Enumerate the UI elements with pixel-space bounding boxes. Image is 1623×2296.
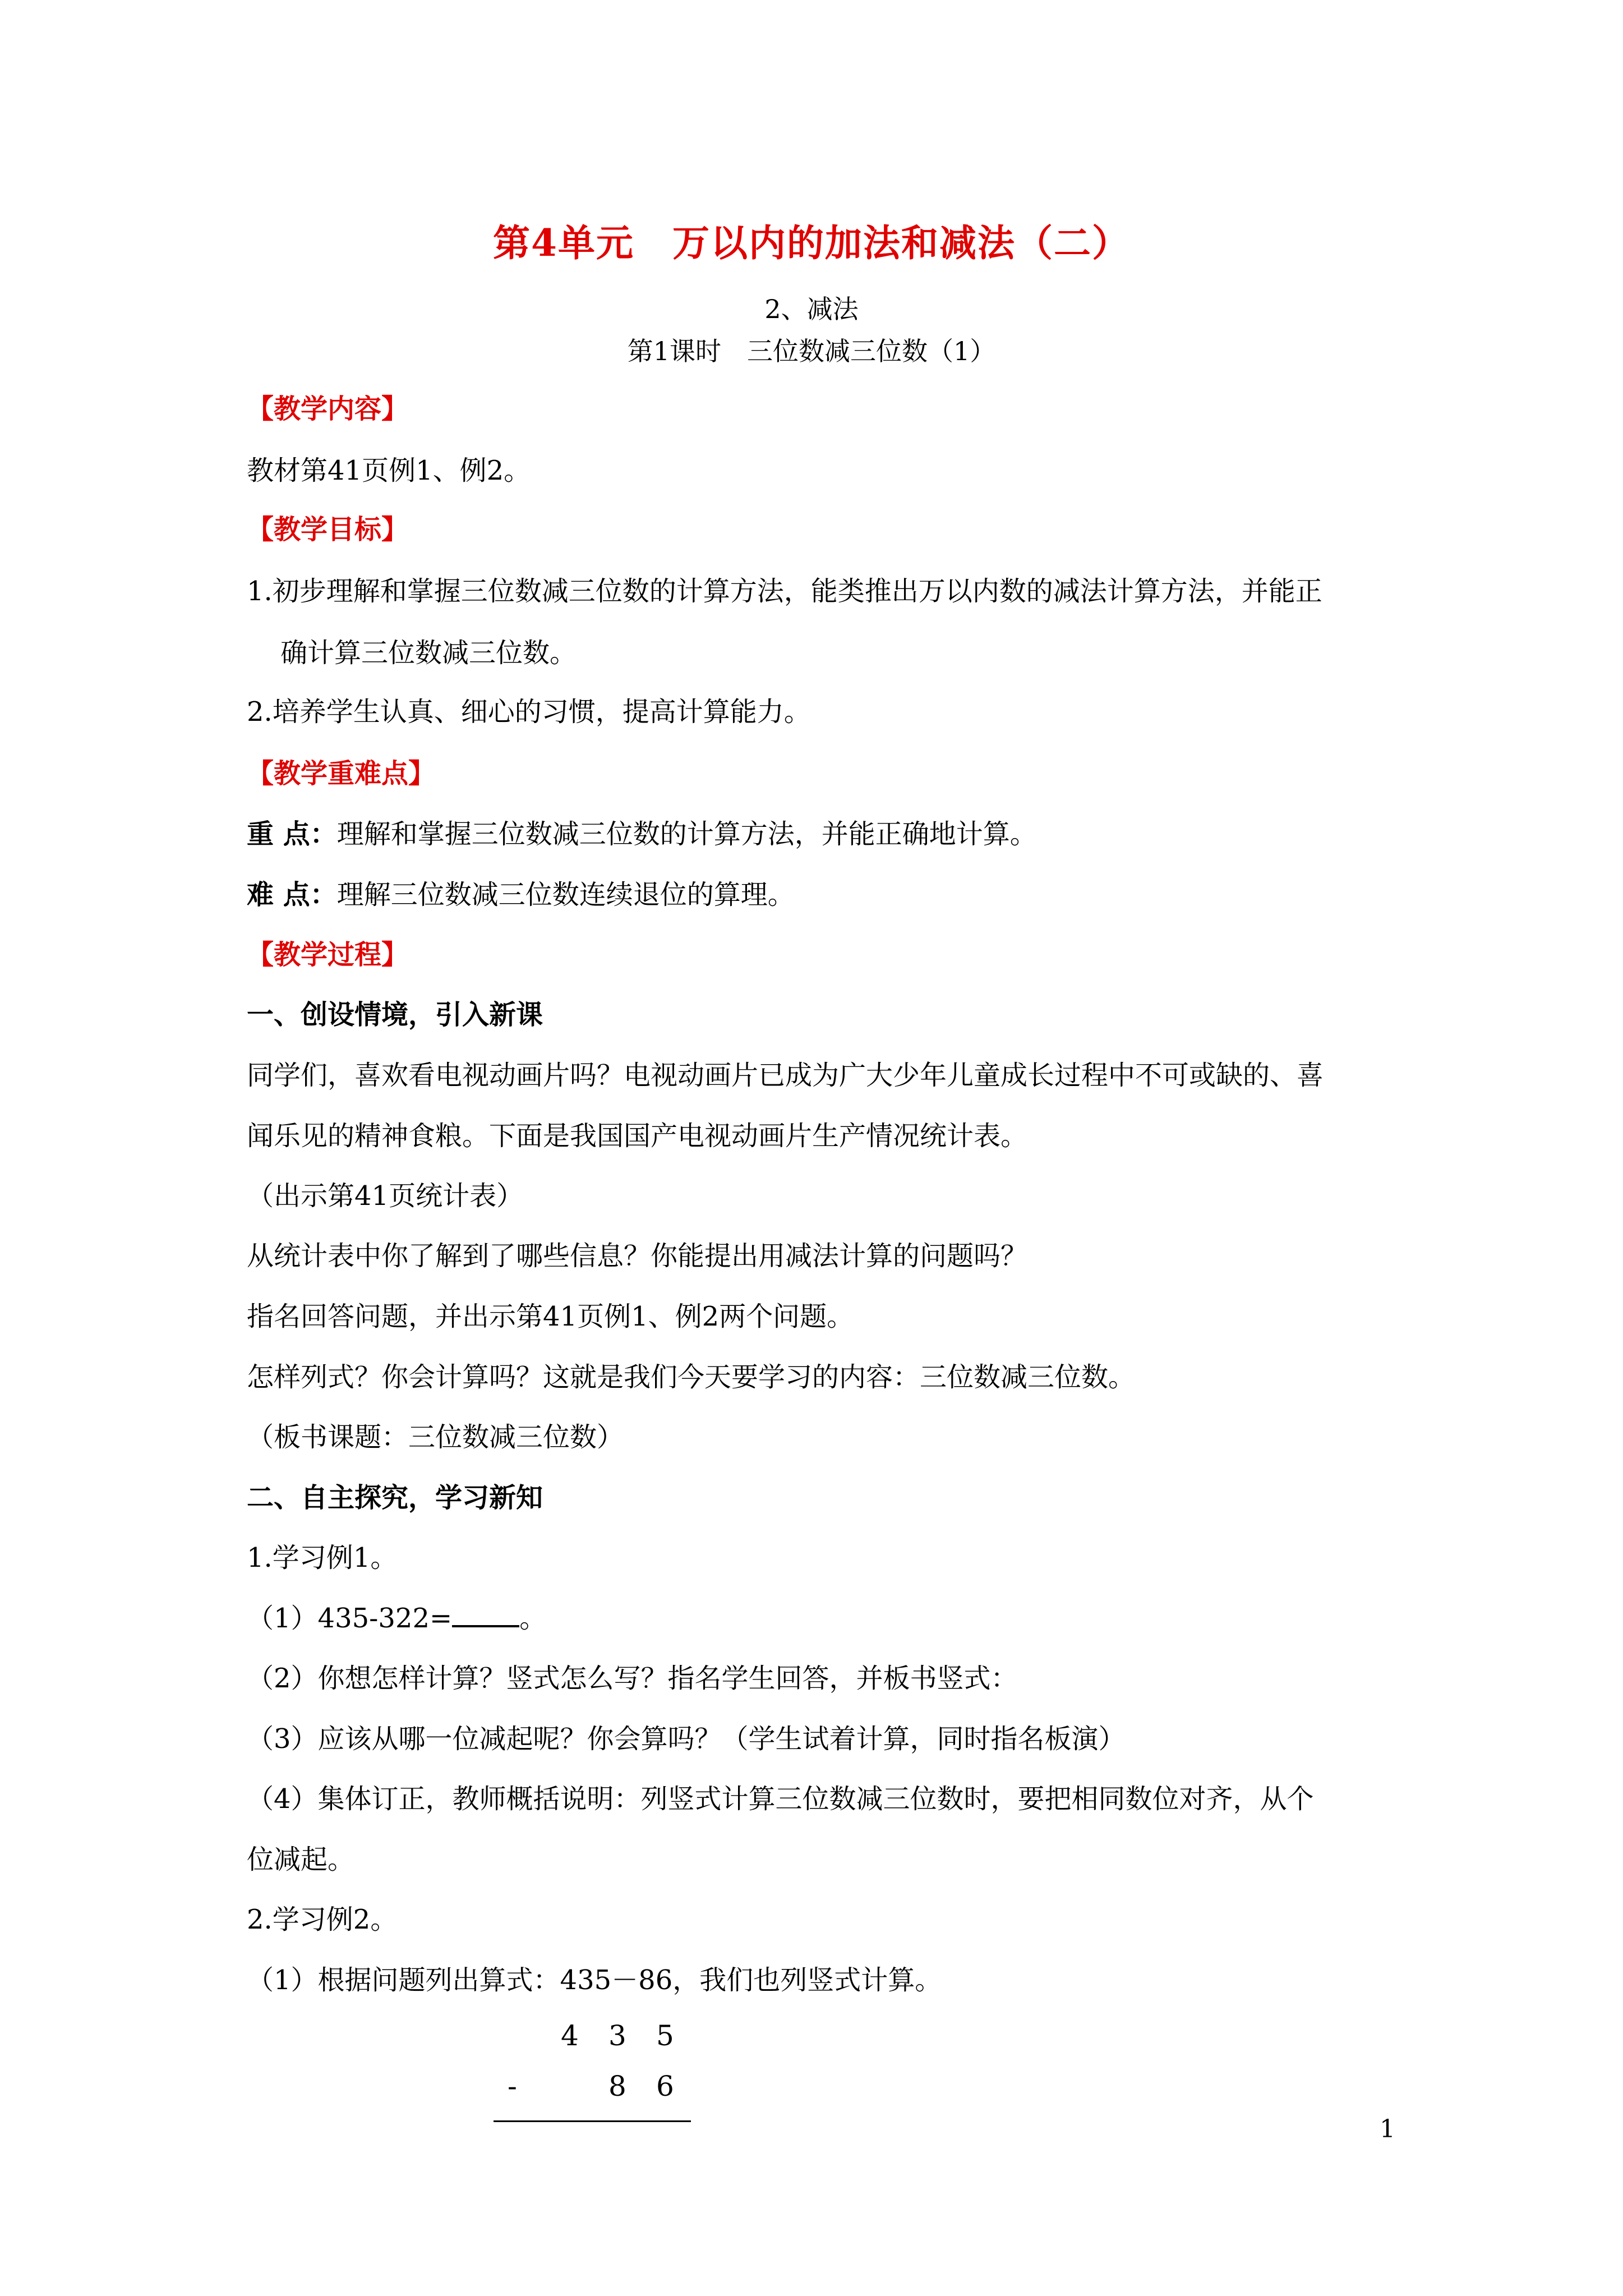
goal-2: 2.培养学生认真、细心的习惯，提高计算能力。 [247,696,811,728]
vertical-top-digit-tens: 3 [608,2019,626,2052]
part-1-para-line-1: 同学们，喜欢看电视动画片吗？电视动画片已成为广大少年儿童成长过程中不可或缺的、喜 [247,1060,1324,1091]
example-1-step-1 [247,1596,546,1635]
part-1-question: 从统计表中你了解到了哪些信息？你能提出用减法计算的问题吗？ [247,1240,1028,1272]
page-number: 1 [1380,2115,1395,2143]
unit-title: 第4单元 万以内的加法和减法（二） [493,221,1130,265]
example-1-equation: （1）435-322= [247,1603,453,1634]
section-subtitle: 2、减法 [764,294,859,324]
answer-blank [452,1600,519,1627]
example-1-step-2: （2）你想怎样计算？竖式怎么写？指名学生回答，并板书竖式： [247,1663,1018,1694]
vertical-top-digit-hundreds: 4 [561,2019,579,2052]
part-1-answer: 指名回答问题，并出示第41页例1、例2两个问题。 [247,1301,854,1332]
difficult-point-label: 难 点： [247,879,337,910]
part-2-heading: 二、自主探究，学习新知 [247,1482,543,1513]
key-point-text: 理解和掌握三位数减三位数的计算方法，并能正确地计算。 [336,818,1037,850]
content-text: 教材第41页例1、例2。 [247,455,531,486]
vertical-calc-rule [494,2120,691,2122]
part-1-board: （板书课题：三位数减三位数） [247,1421,624,1453]
example-1-step-3: （3）应该从哪一位减起呢？你会算吗？（学生试着计算，同时指名板演） [247,1723,1126,1755]
process-heading: 【教学过程】 [247,939,409,970]
goals-heading: 【教学目标】 [247,514,409,545]
key-point [247,812,1037,851]
vertical-bottom-digit-ones: 6 [656,2070,674,2102]
vertical-top-digit-ones: 5 [656,2019,674,2052]
example-1-step-4-line-2: 位减起。 [247,1844,355,1875]
key-point-label: 重 点： [247,818,337,850]
difficult-point [247,873,795,912]
example-1-title: 1.学习例1。 [247,1542,398,1573]
part-1-heading: 一、创设情境，引入新课 [247,999,543,1030]
example-1-step-4-line-1: （4）集体订正，教师概括说明：列竖式计算三位数减三位数时，要把相同数位对齐，从个 [247,1783,1314,1815]
difficult-point-text: 理解三位数减三位数连续退位的算理。 [336,879,795,910]
example-2-title: 2.学习例2。 [247,1904,398,1935]
goal-1-line-1: 1.初步理解和掌握三位数减三位数的计算方法，能类推出万以内数的减法计算方法，并能正 [247,576,1322,607]
vertical-minus-sign: - [508,2070,517,2102]
key-points-heading: 【教学重难点】 [247,758,436,789]
example-2-step-1: （1）根据问题列出算式：435－86，我们也列竖式计算。 [247,1964,942,1996]
content-heading: 【教学内容】 [247,393,409,425]
part-1-how: 怎样列式？你会计算吗？这就是我们今天要学习的内容：三位数减三位数。 [247,1361,1136,1393]
vertical-bottom-digit-tens: 8 [608,2070,626,2102]
lesson-subtitle: 第1课时 三位数减三位数（1） [627,336,996,366]
example-1-period: 。 [519,1603,547,1634]
goal-1-line-2: 确计算三位数减三位数。 [280,637,577,669]
part-1-show-table: （出示第41页统计表） [247,1180,524,1212]
part-1-para-line-2: 闻乐见的精神食粮。下面是我国国产电视动画片生产情况统计表。 [247,1120,1028,1152]
